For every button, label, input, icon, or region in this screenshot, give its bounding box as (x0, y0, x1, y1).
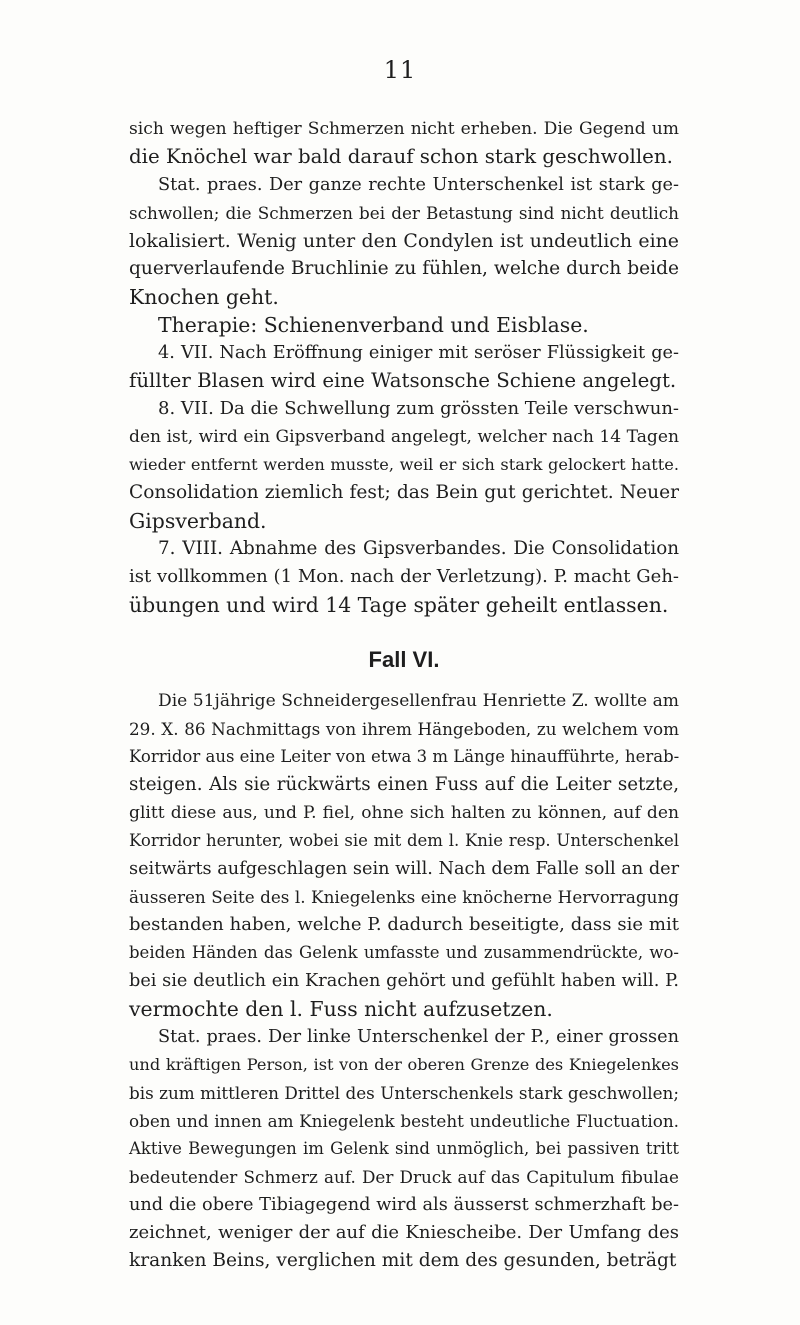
text-line: den ist, wird ein Gipsverband angelegt, welcher nach 14 Tagen (129, 427, 679, 447)
text-line: wieder entfernt werden musste, weil er sich stark gelockert hatte. (129, 455, 679, 474)
text-line: Korridor aus eine Leiter von etwa 3 m Länge hinaufführte, herab- (129, 747, 680, 766)
text-line: seitwärts aufgeschlagen sein will. Nach dem Falle soll an der (129, 859, 680, 879)
section-heading: Fall VI. (368, 647, 440, 672)
case-v-continuation (129, 115, 679, 619)
text-line: oben und innen am Kniegelenk besteht undeutliche Fluctuation. (129, 1111, 679, 1131)
text-line: 29. X. 86 Nachmittags von ihrem Hängeboden, zu welchem vom (129, 719, 679, 739)
text-line: schwollen; die Schmerzen bei der Betastung sind nicht deutlich (129, 203, 679, 223)
text-line: kranken Beins, verglichen mit dem des gesunden, beträgt (129, 1250, 677, 1271)
text-line: und kräftigen Person, ist von der oberen Grenze des Kniegelenkes (129, 1055, 679, 1074)
text-line: Gipsverband. (129, 509, 267, 533)
text-line: bis zum mittleren Drittel des Unterschenkels stark geschwollen; (129, 1083, 679, 1103)
text-line: die Knöchel war bald darauf schon stark geschwollen. (129, 145, 673, 168)
text-line: Stat. praes. Der ganze rechte Unterschenkel ist stark ge- (158, 175, 679, 195)
text-line: Die 51jährige Schneidergesellenfrau Henriette Z. wollte am (158, 691, 679, 711)
text-line: bedeutender Schmerz auf. Der Druck auf das Capitulum fibulae (129, 1167, 679, 1187)
text-line: steigen. Als sie rückwärts einen Fuss auf die Leiter setzte, (129, 774, 679, 795)
text-line: und die obere Tibiagegend wird als äusserst schmerzhaft be- (129, 1195, 679, 1215)
text-line: zeichnet, weniger der auf die Kniescheibe. Der Umfang des (129, 1222, 679, 1243)
text-line: Consolidation ziemlich fest; das Bein gut gerichtet. Neuer (129, 482, 679, 503)
text-line: füllter Blasen wird eine Watsonsche Schiene angelegt. (129, 369, 677, 392)
text-line: vermochte den l. Fuss nicht aufzusetzen. (129, 997, 553, 1021)
text-line: sich wegen heftiger Schmerzen nicht erheben. Die Gegend um (129, 119, 679, 139)
text-line: Therapie: Schienenverband und Eisblase. (158, 313, 589, 337)
text-line: übungen und wird 14 Tage später geheilt entlassen. (129, 593, 669, 617)
text-line: 7. VIII. Abnahme des Gipsverbandes. Die Consolidation (158, 538, 679, 559)
page-number: 11 (383, 56, 417, 84)
text-line: glitt diese aus, und P. fiel, ohne sich halten zu können, auf den (129, 803, 679, 823)
text-line: Korridor herunter, wobei sie mit dem l. Knie resp. Unterschenkel (129, 831, 679, 850)
text-line: 8. VII. Da die Schwellung zum grössten Teile verschwun- (158, 398, 679, 419)
text-line: äusseren Seite des l. Kniegelenks eine knöcherne Hervorragung (129, 887, 679, 907)
text-line: bestanden haben, welche P. dadurch beseitigte, dass sie mit (129, 914, 679, 935)
case-vi-text (129, 687, 679, 1275)
text-line: bei sie deutlich ein Krachen gehört und gefühlt haben will. P. (129, 971, 679, 991)
text-line: lokalisiert. Wenig unter den Condylen ist undeutlich eine (129, 230, 679, 252)
text-line: querverlaufende Bruchlinie zu fühlen, welche durch beide (129, 258, 679, 279)
body-text (129, 115, 679, 1275)
text-line: Knochen geht. (129, 285, 279, 309)
text-line: beiden Händen das Gelenk umfasste und zusammendrückte, wo- (129, 943, 679, 962)
text-line: Aktive Bewegungen im Gelenk sind unmöglich, bei passiven tritt (129, 1139, 679, 1158)
text-line: Stat. praes. Der linke Unterschenkel der P., einer grossen (158, 1027, 679, 1047)
text-line: ist vollkommen (1 Mon. nach der Verletzung). P. macht Geh- (129, 566, 679, 587)
text-line: 4. VII. Nach Eröffnung einiger mit seröser Flüssigkeit ge- (158, 343, 679, 363)
